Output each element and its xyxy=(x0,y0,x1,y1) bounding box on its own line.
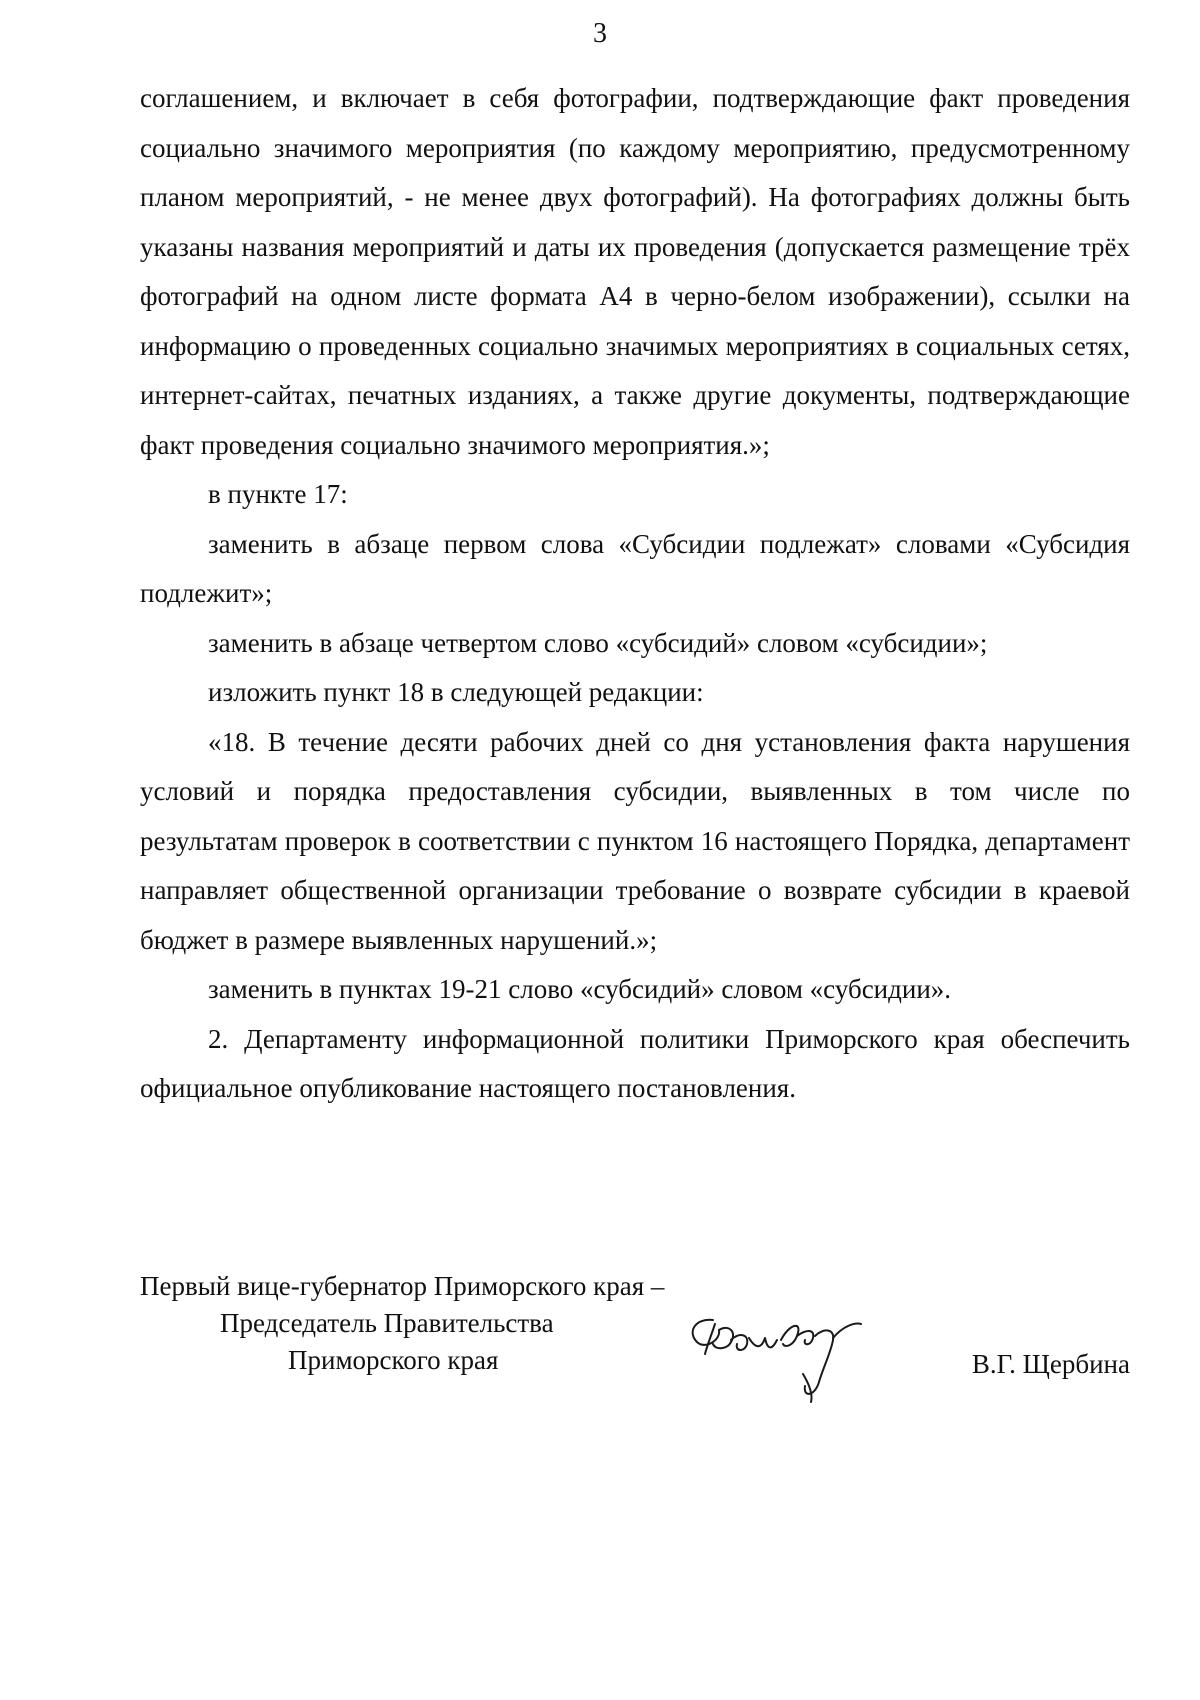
paragraph-clause-18-text: «18. В течение десяти рабочих дней со дня установления факта нарушения условий и порядка предоставления субсидии, выявленных в том числе по результатам проверок в соответствии с пунктом 16 настоящего Порядка, департамент направляет общественной организации требование о возврате субсидии в краевой бюджет в размере выявленных нарушений.»; xyxy=(140,726,1130,955)
paragraph-publication: 2. Департаменту информационной политики Приморского края обеспечить официальное опубликование настоящего постановления. xyxy=(140,1023,1130,1103)
paragraph-clause-17-first: заменить в абзаце первом слова «Субсидии подлежат» словами «Субсидия подлежит»; xyxy=(140,528,1130,608)
paragraph-clause-17-intro: в пункте 17: xyxy=(208,479,348,509)
signature-block xyxy=(140,1268,1130,1408)
paragraph-clauses-19-21: заменить в пунктах 19-21 слово «субсидий» словом «субсидии». xyxy=(208,974,952,1004)
signatory-title-line-1: Первый вице-губернатор Приморского края – xyxy=(140,1271,665,1301)
signatory-title-line-3: Приморского края xyxy=(288,1345,499,1375)
signatory-name: В.Г. Щербина xyxy=(971,1349,1130,1379)
page-number: 3 xyxy=(593,18,607,49)
document-body xyxy=(140,74,1130,1114)
handwritten-signature xyxy=(685,1310,925,1420)
paragraph-report-contents: соглашением, и включает в себя фотографии, подтверждающие факт проведения социально значимого мероприятия (по каждому мероприятию, предусмотренному планом мероприятий, - не менее двух фотографий). На фотографиях должны быть указаны названия мероприятий и даты их проведения (допускается размещение трёх фотографий на одном листе формата А4 в черно-белом изображении), ссылки на информацию о проведенных социально значимых мероприятиях в социальных сетях, интернет-сайтах, печатных изданиях, а также другие документы, подтверждающие факт проведения социально значимого мероприятия.»; xyxy=(140,83,1130,460)
paragraph-clause-18-intro: изложить пункт 18 в следующей редакции: xyxy=(208,677,704,707)
paragraph-clause-17-fourth: заменить в абзаце четвертом слово «субсидий» словом «субсидии»; xyxy=(208,627,988,658)
signatory-title-line-2: Председатель Правительства xyxy=(220,1308,554,1338)
